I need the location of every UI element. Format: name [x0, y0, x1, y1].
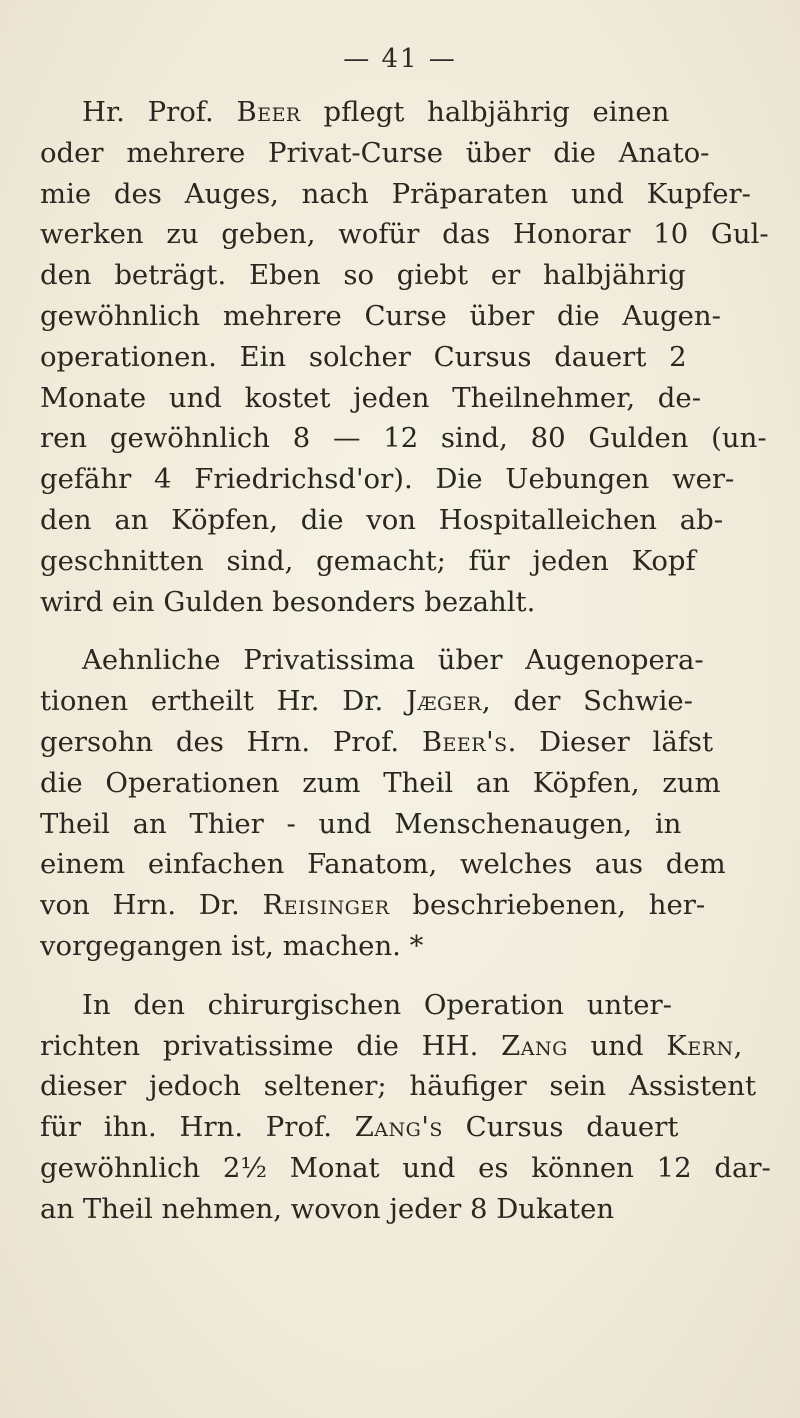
text-run: In den chirurgischen Operation unter-: [82, 988, 672, 1021]
text-run: gefähr 4 Friedrichsd'or). Die Uebungen wer-: [40, 463, 735, 496]
text-line: [40, 255, 780, 296]
text-line: [40, 640, 780, 681]
text-run: einem einfachen Fanatom, welches aus dem: [40, 848, 726, 881]
text-line: [40, 804, 780, 845]
text-line: [40, 378, 780, 419]
paragraph-gap: [40, 622, 780, 640]
text-line: [40, 296, 780, 337]
text-line: [40, 1066, 780, 1107]
text-line: [40, 1148, 780, 1189]
text-line: [40, 681, 780, 722]
text-run: pflegt halbjährig einen: [300, 96, 670, 128]
text-run: beschriebenen, her-: [389, 889, 706, 922]
text-run: richten privatissime die HH.: [40, 1029, 502, 1062]
text-run: für ihn. Hrn. Prof.: [40, 1111, 355, 1144]
text-line: [40, 337, 780, 378]
text-run: geschnitten sind, gemacht; für jeden Kopf: [40, 544, 696, 577]
text-line: [40, 92, 780, 133]
text-line: [40, 459, 780, 500]
text-run: ren gewöhnlich 8 — 12 sind, 80 Gulden (un-: [40, 422, 767, 455]
page-number: — 41 —: [343, 44, 457, 74]
text-line: [40, 582, 780, 623]
small-caps-name: Zang: [501, 1029, 568, 1062]
text-line: [40, 1107, 780, 1148]
body-text: [40, 92, 780, 1230]
text-line: [40, 844, 780, 885]
paragraph: [40, 92, 780, 622]
paragraph-gap: [40, 967, 780, 985]
text-run: mie des Auges, nach Präparaten und Kupfer-: [40, 177, 751, 210]
text-line: [40, 174, 780, 215]
small-caps-name: Zang's: [354, 1111, 443, 1144]
small-caps-name: Jæger: [405, 685, 482, 718]
text-line: [40, 214, 780, 255]
text-run: den beträgt. Eben so giebt er halbjährig: [40, 259, 686, 292]
text-run: operationen. Ein solcher Cursus dauert 2: [40, 340, 687, 373]
text-run: ,: [733, 1029, 743, 1062]
text-run: vorgegangen ist, machen. *: [40, 929, 424, 962]
text-run: , der Schwie-: [481, 685, 693, 718]
text-run: Hr. Prof.: [82, 96, 237, 128]
small-caps-name: Beer: [236, 96, 301, 128]
text-line: [40, 763, 780, 804]
text-line: [40, 133, 780, 174]
text-line: [40, 541, 780, 582]
text-line: [40, 1026, 780, 1067]
text-run: Cursus dauert: [442, 1111, 679, 1144]
text-run: wird ein Gulden besonders bezahlt.: [40, 585, 536, 618]
text-run: werken zu geben, wofür das Honorar 10 Gul-: [40, 218, 769, 251]
text-line: [40, 985, 780, 1026]
small-caps-name: Kern: [666, 1029, 734, 1062]
text-run: Aehnliche Privatissima über Augenopera-: [82, 644, 704, 677]
text-run: . Dieser läfst: [507, 725, 714, 758]
text-run: tionen ertheilt Hr. Dr.: [40, 685, 406, 718]
text-line: [40, 418, 780, 459]
text-run: gewöhnlich 2½ Monat und es können 12 dar-: [40, 1151, 771, 1184]
text-run: von Hrn. Dr.: [40, 889, 263, 922]
text-line: [40, 1189, 780, 1230]
text-line: [40, 500, 780, 541]
text-line: [40, 926, 780, 967]
text-line: [40, 722, 780, 763]
text-run: an Theil nehmen, wovon jeder 8 Dukaten: [40, 1192, 615, 1225]
text-run: und: [567, 1029, 667, 1062]
text-run: den an Köpfen, die von Hospitalleichen ab-: [40, 503, 724, 536]
paragraph: [40, 640, 780, 966]
text-line: [40, 885, 780, 926]
small-caps-name: Reisinger: [262, 889, 390, 922]
small-caps-name: Beer's: [421, 725, 508, 758]
text-run: Monate und kostet jeden Theilnehmer, de-: [40, 381, 701, 414]
text-run: gewöhnlich mehrere Curse über die Augen-: [40, 299, 721, 332]
text-run: die Operationen zum Theil an Köpfen, zum: [40, 766, 721, 799]
text-run: oder mehrere Privat-Curse über die Anato-: [40, 136, 710, 169]
paragraph: [40, 985, 780, 1230]
text-run: gersohn des Hrn. Prof.: [40, 725, 422, 758]
text-run: Theil an Thier - und Menschenaugen, in: [40, 807, 682, 840]
text-run: dieser jedoch seltener; häufiger sein Assistent: [40, 1070, 757, 1103]
